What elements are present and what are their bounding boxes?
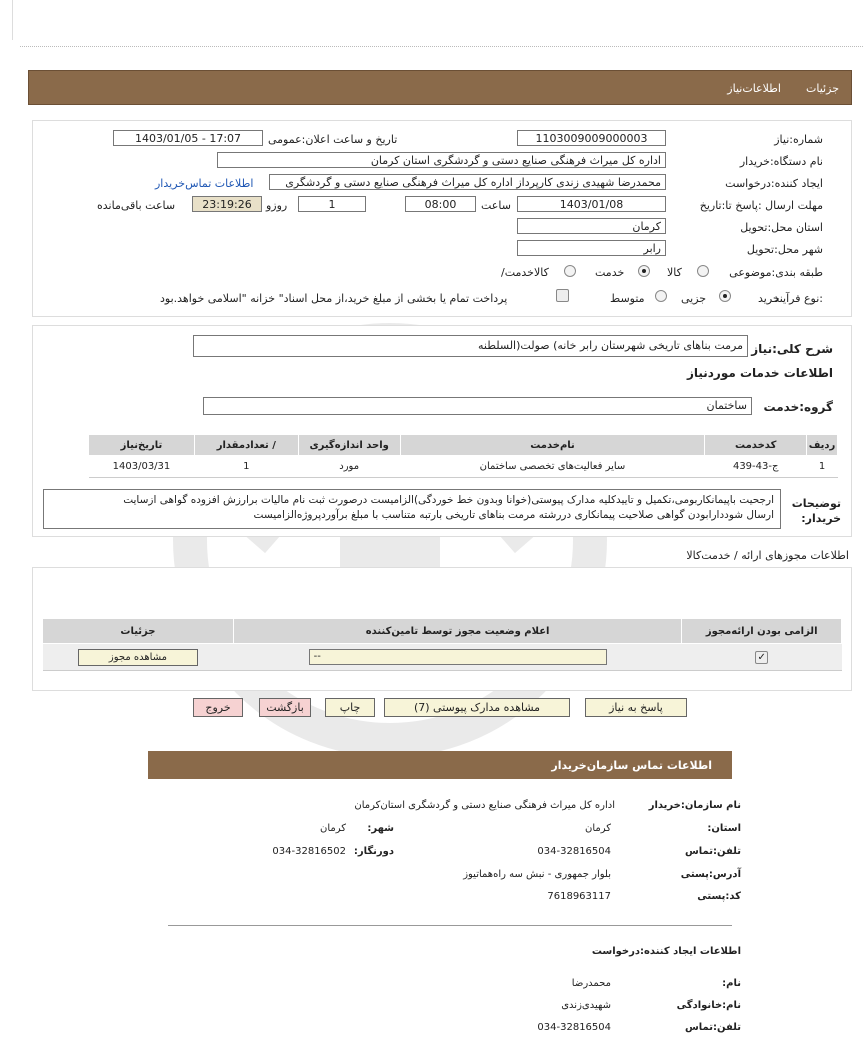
process-type-label: نوع فرآیند: xyxy=(773,292,823,305)
creator-family-value: شهیدی‌زندی xyxy=(561,1000,611,1011)
cell-unit: مورد xyxy=(298,456,400,478)
category-goods-label: کالا xyxy=(667,266,682,279)
announce-datetime-field: 1403/01/05 - 17:07 xyxy=(113,130,263,146)
announce-label: تاریخ و ساعت اعلان:عمومی xyxy=(268,133,398,146)
process-medium-label: متوسط xyxy=(610,292,645,305)
contact-header-title: اطلاعات تماس سازمان‌خریدار xyxy=(551,759,712,772)
treasury-payment-checkbox[interactable] xyxy=(556,289,569,302)
need-info-panel xyxy=(32,120,852,317)
tab-details[interactable]: جزئیات xyxy=(806,82,839,95)
category-label: طبقه بندی:موضوعی xyxy=(729,266,823,279)
category-goods-radio[interactable] xyxy=(697,265,709,277)
contact-header xyxy=(148,751,732,779)
attachments-button[interactable]: مشاهده مدارک پیوستی (7) xyxy=(384,698,570,717)
deadline-date-field: 1403/01/08 xyxy=(517,196,666,212)
creator-name-value: محمدرضا xyxy=(571,978,611,989)
col-row: ردیف xyxy=(807,435,838,456)
contact-org-value: اداره کل میراث فرهنگی صنایع دستی و گردشگری استان‌کرمان xyxy=(354,800,615,811)
contact-address-value: بلوار جمهوری - نبش سه راه‌هماتیوز xyxy=(463,869,611,880)
col-permit-required: الزامی بودن ارائه‌مجوز xyxy=(682,619,842,644)
creator-phone-value: 034-32816504 xyxy=(537,1022,611,1033)
remaining-time-field: 23:19:26 xyxy=(192,196,262,212)
need-number-field: 1103009009000003 xyxy=(517,130,666,146)
permits-title: اطلاعات مجوزهای ارائه / خدمت‌کالا xyxy=(686,549,849,562)
back-button[interactable]: بازگشت xyxy=(259,698,311,717)
contact-phone-value: 034-32816504 xyxy=(537,846,611,857)
col-need-date: تاریخ‌نیاز xyxy=(89,435,195,456)
summary-label: شرح کلی:نیاز xyxy=(751,342,833,356)
cell-need-date: 1403/03/31 xyxy=(89,456,195,478)
days-label: روزو xyxy=(266,199,288,212)
category-service-radio[interactable] xyxy=(638,265,650,277)
contact-fax-label: :دورنگار xyxy=(353,846,394,857)
category-goods-service-radio[interactable] xyxy=(564,265,576,277)
creator-label: ایجاد کننده:درخواست xyxy=(725,177,823,190)
table-row xyxy=(43,644,842,671)
summary-field: مرمت بناهای تاریخی شهرستان رابر خانه) صولت(السلطنه xyxy=(193,335,748,357)
cell-row: 1 xyxy=(807,456,838,478)
cell-service-code: ج-43-439 xyxy=(705,456,807,478)
service-group-field: ساختمان xyxy=(203,397,752,415)
permit-required-checkbox[interactable]: ✓ xyxy=(755,651,768,664)
treasury-payment-note: پرداخت تمام یا بخشی از مبلغ خرید،از محل اسناد" خزانه "اسلامی خواهد.بود xyxy=(160,292,508,305)
tab-need-info[interactable]: اطلاعات‌نیاز xyxy=(727,82,781,95)
permit-status-field[interactable]: -- xyxy=(309,649,607,665)
creator-name-label: :نام xyxy=(722,978,741,989)
cell-quantity: 1 xyxy=(194,456,298,478)
contact-address-label: آدرس:پستی xyxy=(680,869,741,880)
category-service-label: خدمت xyxy=(595,266,625,279)
buyer-contact-link[interactable]: اطلاعات تماس‌خریدار xyxy=(155,177,254,190)
contact-divider xyxy=(168,925,732,926)
deadline-time-field: 08:00 xyxy=(405,196,476,212)
header-tabs xyxy=(28,70,852,105)
top-divider xyxy=(20,46,863,47)
contact-org-label: نام سازمان:خریدار xyxy=(648,800,741,811)
permits-table xyxy=(42,618,842,671)
process-partial-radio[interactable] xyxy=(719,290,731,302)
deadline-time-label: ساعت xyxy=(481,199,511,212)
contact-province-label: :استان xyxy=(707,823,741,834)
col-permit-details: جزئیات xyxy=(43,619,234,644)
buyer-notes-line-2: ارسال شوددارابودن گواهی صلاحیت پیمانکاری دررشته مرمت بناهای تاریخی بارتبه متناسب با مبلغ برآوردپروژه‌الزامیست xyxy=(253,509,774,521)
contact-phone-label: تلفن:تماس xyxy=(684,846,741,857)
deadline-label: مهلت ارسال :پاسخ تا:تاریخ xyxy=(699,199,823,212)
col-permit-status: اعلام وضعیت مجوز توسط تامین‌کننده xyxy=(233,619,681,644)
services-title: اطلاعات خدمات موردنیاز xyxy=(686,366,833,380)
buyer-notes-label: توضیحات xyxy=(791,497,841,510)
view-permit-button[interactable]: مشاهده مجوز xyxy=(78,649,198,666)
process-medium-radio[interactable] xyxy=(655,290,667,302)
col-quantity: / تعدادمقدار xyxy=(194,435,298,456)
process-buy-label: خرید xyxy=(758,292,780,305)
service-table xyxy=(88,434,838,478)
contact-province-value: کرمان xyxy=(584,823,611,834)
col-unit: واحد اندازه‌گیری xyxy=(298,435,400,456)
contact-postal-value: 7618963117 xyxy=(547,891,611,902)
contact-postal-label: کد:پستی xyxy=(697,891,741,902)
province-field: کرمان xyxy=(517,218,666,234)
buyer-org-field: اداره کل میراث فرهنگی صنایع دستی و گردشگری استان کرمان xyxy=(217,152,666,168)
need-number-label: شماره:نیاز xyxy=(774,133,823,146)
buyer-notes-box xyxy=(43,489,781,529)
days-field: 1 xyxy=(298,196,366,212)
contact-city-label: :شهر xyxy=(367,823,394,834)
province-label: استان محل:تحویل xyxy=(740,221,823,234)
creator-section-title: اطلاعات ایجاد کننده:درخواست xyxy=(591,946,741,957)
buyer-org-label: نام دستگاه:خریدار xyxy=(739,155,823,168)
buyer-notes-line-1: ارجحیت باپیمانکاربومی،تکمیل و تاییدکلیه مدارک پیوستی(خوانا وبدون خط خوردگی)الزامیست درصورت ثبت نام مالیات برارزش افزوده گواهی ازسایت xyxy=(123,494,774,506)
col-service-name: نام‌خدمت xyxy=(400,435,705,456)
page-edge-line xyxy=(12,0,13,40)
contact-fax-value: 034-32816502 xyxy=(272,846,346,857)
city-label: شهر محل:تحویل xyxy=(746,243,823,256)
col-service-code: کدخدمت xyxy=(705,435,807,456)
category-goods-service-label: /کالاخدمت xyxy=(501,266,549,279)
table-row xyxy=(89,456,838,478)
process-partial-label: جزیی xyxy=(681,292,707,305)
remaining-label: ساعت باقی‌مانده xyxy=(97,199,176,212)
creator-family-label: نام:خانوادگی xyxy=(676,1000,741,1011)
contact-city-value: کرمان xyxy=(319,823,346,834)
city-field: رابر xyxy=(517,240,666,256)
cell-service-name: سایر فعالیت‌های تخصصی ساختمان xyxy=(400,456,705,478)
creator-phone-label: تلفن:تماس xyxy=(684,1022,741,1033)
print-button[interactable]: چاپ xyxy=(325,698,375,717)
creator-field: محمدرضا شهیدی زندی کارپرداز اداره کل میراث فرهنگی صنایع دستی و گردشگری xyxy=(269,174,666,190)
reply-button[interactable]: پاسخ به نیاز xyxy=(585,698,687,717)
service-group-label: گروه:خدمت xyxy=(763,400,833,414)
buyer-notes-label-2: :خریدار xyxy=(801,512,841,525)
exit-button[interactable]: خروج xyxy=(193,698,243,717)
